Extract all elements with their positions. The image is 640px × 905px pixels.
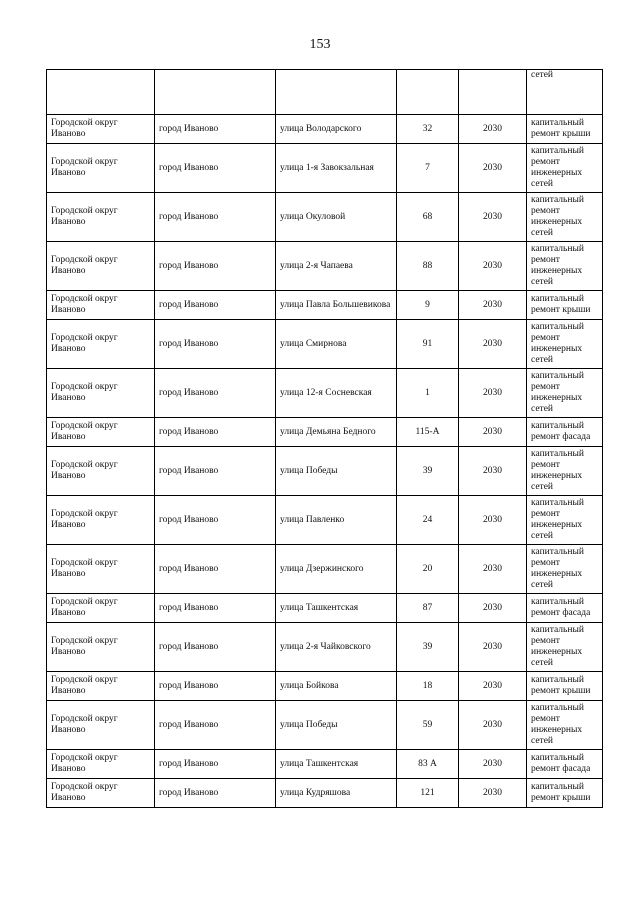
city-cell: город Иваново xyxy=(155,594,276,623)
table-body xyxy=(47,70,603,808)
work-cell: капитальный ремонт крыши xyxy=(527,672,603,701)
district-cell: Городской округ Иваново xyxy=(47,701,155,750)
house-cell: 32 xyxy=(397,115,459,144)
year-cell: 2030 xyxy=(459,701,527,750)
district-cell: Городской округ Иваново xyxy=(47,672,155,701)
year-cell: 2030 xyxy=(459,115,527,144)
table-row xyxy=(47,369,603,418)
city-cell: город Иваново xyxy=(155,242,276,291)
street-cell: улица Павленко xyxy=(276,496,397,545)
district-cell: Городской округ Иваново xyxy=(47,115,155,144)
city-cell: город Иваново xyxy=(155,672,276,701)
street-cell: улица 1-я Завокзальная xyxy=(276,144,397,193)
table-row-continuation xyxy=(47,70,603,115)
street-cell: улица 2-я Чапаева xyxy=(276,242,397,291)
city-cell: город Иваново xyxy=(155,623,276,672)
house-cell: 91 xyxy=(397,320,459,369)
city-cell: город Иваново xyxy=(155,144,276,193)
table-row xyxy=(47,750,603,779)
year-cell: 2030 xyxy=(459,144,527,193)
work-cell: капитальный ремонт инженерных сетей xyxy=(527,369,603,418)
house-cell: 121 xyxy=(397,779,459,808)
table-row xyxy=(47,193,603,242)
street-cell: улица Дзержинского xyxy=(276,545,397,594)
work-cell: капитальный ремонт фасада xyxy=(527,750,603,779)
district-cell: Городской округ Иваново xyxy=(47,779,155,808)
house-cell: 24 xyxy=(397,496,459,545)
work-cell: капитальный ремонт фасада xyxy=(527,594,603,623)
table-row xyxy=(47,115,603,144)
work-cell: капитальный ремонт крыши xyxy=(527,291,603,320)
year-cell: 2030 xyxy=(459,369,527,418)
table-row xyxy=(47,623,603,672)
work-cell: капитальный ремонт инженерных сетей xyxy=(527,701,603,750)
house-cell: 39 xyxy=(397,623,459,672)
work-cell: капитальный ремонт инженерных сетей xyxy=(527,320,603,369)
district-cell: Городской округ Иваново xyxy=(47,545,155,594)
year-cell: 2030 xyxy=(459,496,527,545)
house-cell: 1 xyxy=(397,369,459,418)
house-cell: 7 xyxy=(397,144,459,193)
district-cell: Городской округ Иваново xyxy=(47,242,155,291)
page-number: 153 xyxy=(309,37,331,52)
city-cell: город Иваново xyxy=(155,193,276,242)
city-cell: город Иваново xyxy=(155,115,276,144)
district-cell: Городской округ Иваново xyxy=(47,291,155,320)
city-cell: город Иваново xyxy=(155,418,276,447)
house-cell: 59 xyxy=(397,701,459,750)
street-cell: улица Ташкентская xyxy=(276,594,397,623)
year-cell: 2030 xyxy=(459,623,527,672)
street-cell: улица Победы xyxy=(276,447,397,496)
table-row xyxy=(47,320,603,369)
table-row xyxy=(47,594,603,623)
year-cell: 2030 xyxy=(459,594,527,623)
year-cell: 2030 xyxy=(459,779,527,808)
work-cell: капитальный ремонт инженерных сетей xyxy=(527,242,603,291)
house-cell: 115-А xyxy=(397,418,459,447)
city-cell: город Иваново xyxy=(155,750,276,779)
city-cell: город Иваново xyxy=(155,779,276,808)
repair-schedule-table xyxy=(46,69,603,808)
house-cell: 18 xyxy=(397,672,459,701)
house-cell: 88 xyxy=(397,242,459,291)
year-cell: 2030 xyxy=(459,672,527,701)
district-cell: Городской округ Иваново xyxy=(47,193,155,242)
district-cell: Городской округ Иваново xyxy=(47,418,155,447)
table-row xyxy=(47,545,603,594)
house-cell: 87 xyxy=(397,594,459,623)
city-cell: город Иваново xyxy=(155,447,276,496)
street-cell: улица Володарского xyxy=(276,115,397,144)
table-row xyxy=(47,242,603,291)
work-cell: капитальный ремонт фасада xyxy=(527,418,603,447)
city-cell: город Иваново xyxy=(155,545,276,594)
city-cell: город Иваново xyxy=(155,320,276,369)
work-cell: капитальный ремонт инженерных сетей xyxy=(527,144,603,193)
year-cell: 2030 xyxy=(459,447,527,496)
year-cell: 2030 xyxy=(459,291,527,320)
table-row xyxy=(47,779,603,808)
house-cell xyxy=(397,70,459,115)
street-cell: улица Окуловой xyxy=(276,193,397,242)
district-cell xyxy=(47,70,155,115)
table-row xyxy=(47,144,603,193)
year-cell: 2030 xyxy=(459,545,527,594)
district-cell: Городской округ Иваново xyxy=(47,447,155,496)
district-cell: Городской округ Иваново xyxy=(47,369,155,418)
house-cell: 68 xyxy=(397,193,459,242)
year-cell: 2030 xyxy=(459,242,527,291)
year-cell: 2030 xyxy=(459,750,527,779)
year-cell: 2030 xyxy=(459,193,527,242)
district-cell: Городской округ Иваново xyxy=(47,623,155,672)
work-cell: капитальный ремонт крыши xyxy=(527,779,603,808)
house-cell: 9 xyxy=(397,291,459,320)
table-row xyxy=(47,291,603,320)
street-cell xyxy=(276,70,397,115)
street-cell: улица Бойкова xyxy=(276,672,397,701)
work-cell: капитальный ремонт крыши xyxy=(527,115,603,144)
district-cell: Городской округ Иваново xyxy=(47,750,155,779)
city-cell: город Иваново xyxy=(155,496,276,545)
table-row xyxy=(47,447,603,496)
year-cell: 2030 xyxy=(459,320,527,369)
table-row xyxy=(47,496,603,545)
district-cell: Городской округ Иваново xyxy=(47,594,155,623)
year-cell xyxy=(459,70,527,115)
city-cell: город Иваново xyxy=(155,369,276,418)
work-cell: капитальный ремонт инженерных сетей xyxy=(527,193,603,242)
district-cell: Городской округ Иваново xyxy=(47,320,155,369)
street-cell: улица 2-я Чайковского xyxy=(276,623,397,672)
table-row xyxy=(47,701,603,750)
work-cell: сетей xyxy=(527,70,603,115)
city-cell: город Иваново xyxy=(155,291,276,320)
work-cell: капитальный ремонт инженерных сетей xyxy=(527,545,603,594)
city-cell: город Иваново xyxy=(155,701,276,750)
street-cell: улица Ташкентская xyxy=(276,750,397,779)
street-cell: улица Демьяна Бедного xyxy=(276,418,397,447)
table-row xyxy=(47,418,603,447)
district-cell: Городской округ Иваново xyxy=(47,144,155,193)
work-cell: капитальный ремонт инженерных сетей xyxy=(527,447,603,496)
city-cell xyxy=(155,70,276,115)
street-cell: улица Павла Большевикова xyxy=(276,291,397,320)
work-cell: капитальный ремонт инженерных сетей xyxy=(527,496,603,545)
house-cell: 83 А xyxy=(397,750,459,779)
table-row xyxy=(47,672,603,701)
district-cell: Городской округ Иваново xyxy=(47,496,155,545)
house-cell: 20 xyxy=(397,545,459,594)
work-cell: капитальный ремонт инженерных сетей xyxy=(527,623,603,672)
street-cell: улица Победы xyxy=(276,701,397,750)
street-cell: улица Смирнова xyxy=(276,320,397,369)
street-cell: улица Кудряшова xyxy=(276,779,397,808)
house-cell: 39 xyxy=(397,447,459,496)
street-cell: улица 12-я Сосневская xyxy=(276,369,397,418)
year-cell: 2030 xyxy=(459,418,527,447)
